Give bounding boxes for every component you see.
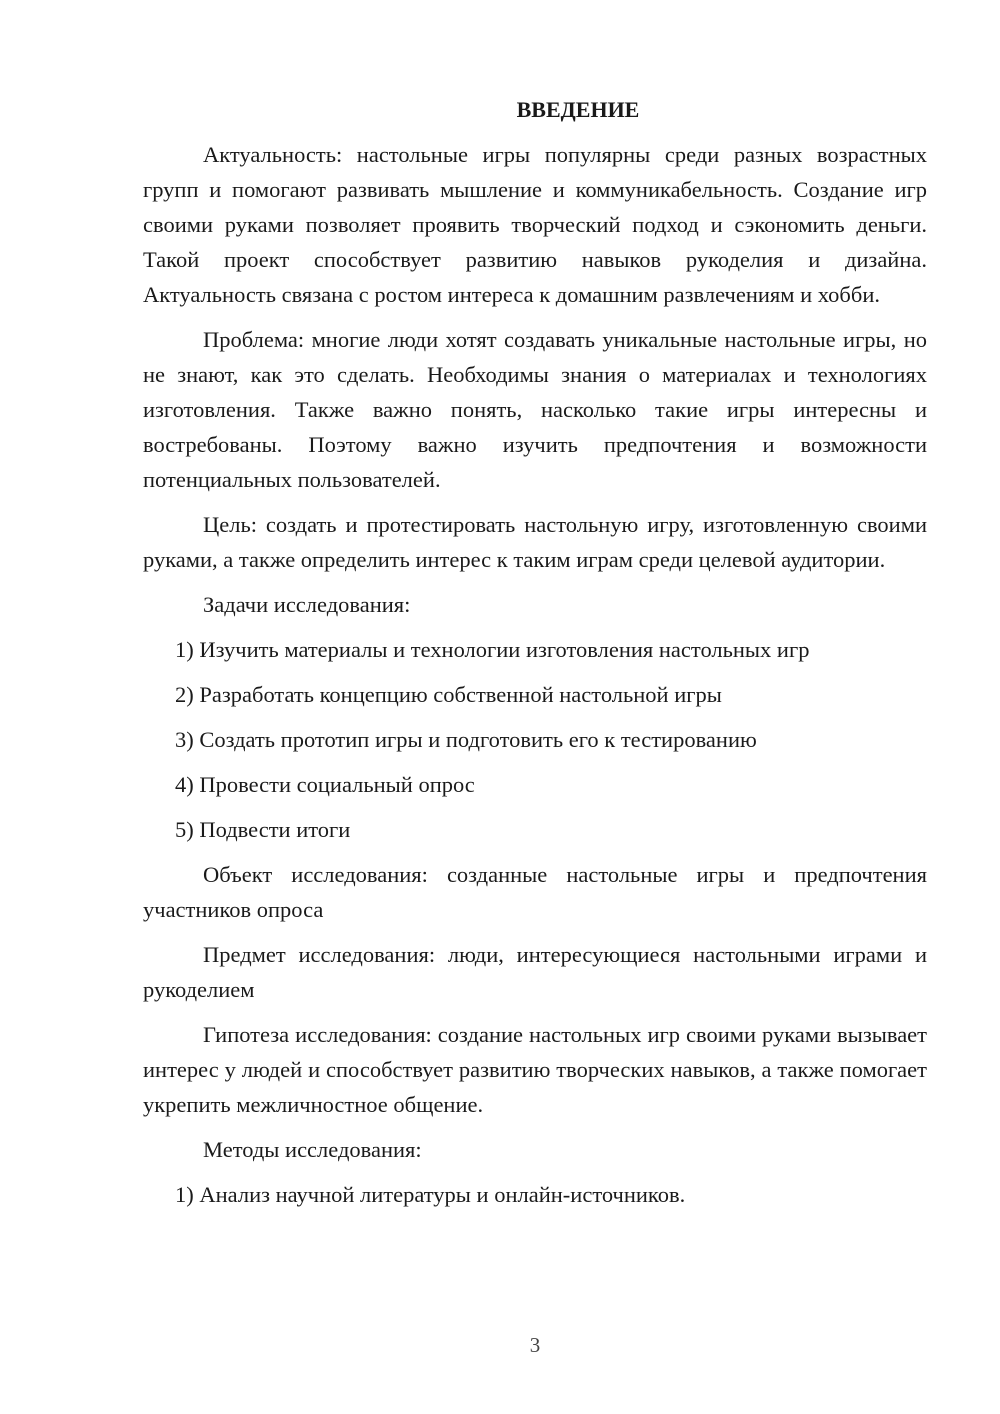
list-item: 1) Изучить материалы и технологии изготовления настольных игр <box>175 637 810 662</box>
paragraph-relevance: Актуальность: настольные игры популярны среди разных возрастных групп и помогают развивать мышление и коммуникабельность. Создание игр своими руками позволяет проявить творческий подход и сэкономить деньги. Такой проект способствует развитию навыков рукоделия и дизайна. Актуальность связана с ростом интереса к домашним развлечениям и хобби. <box>143 142 927 307</box>
methods-heading: Методы исследования: <box>203 1137 422 1162</box>
paragraph-object: Объект исследования: созданные настольные игры и предпочтения участников опроса <box>143 862 927 922</box>
page-number: 3 <box>529 1333 541 1357</box>
list-item: 2) Разработать концепцию собственной настольной игры <box>175 682 722 707</box>
list-item: 3) Создать прототип игры и подготовить его к тестированию <box>175 727 757 752</box>
methods-list <box>143 1177 927 1212</box>
page-title: ВВЕДЕНИЕ <box>516 97 640 122</box>
paragraph-hypothesis: Гипотеза исследования: создание настольных игр своими руками вызывает интерес у людей и способствует развитию творческих навыков, а также помогает укрепить межличностное общение. <box>143 1022 927 1117</box>
document-page <box>143 92 927 1212</box>
paragraph-problem: Проблема: многие люди хотят создавать уникальные настольные игры, но не знают, как это сделать. Необходимы знания о материалах и технологиях изготовления. Также важно понять, насколько такие игры интересны и востребованы. Поэтому важно изучить предпочтения и возможности потенциальных пользователей. <box>143 327 927 492</box>
list-item: 4) Провести социальный опрос <box>175 772 475 797</box>
list-item: 5) Подвести итоги <box>175 817 351 842</box>
tasks-heading: Задачи исследования: <box>203 592 411 617</box>
paragraph-subject: Предмет исследования: люди, интересующиеся настольными играми и рукоделием <box>143 942 927 1002</box>
paragraph-goal: Цель: создать и протестировать настольную игру, изготовленную своими руками, а также определить интерес к таким играм среди целевой аудитории. <box>143 512 927 572</box>
list-item: 1) Анализ научной литературы и онлайн-источников. <box>175 1182 686 1207</box>
tasks-list <box>143 632 927 847</box>
